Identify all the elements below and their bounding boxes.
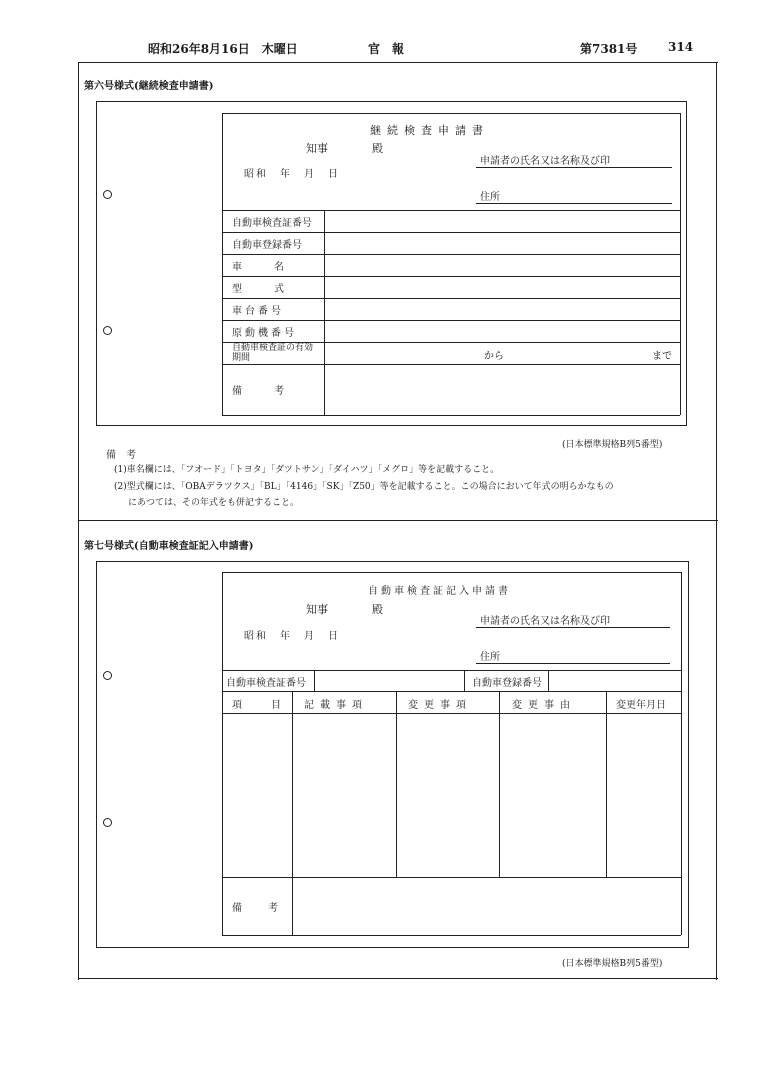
form7-honorific: 殿 [372, 603, 383, 616]
form7-applicant-label: 申請者の氏名又は名称及び印 [480, 616, 610, 627]
form6-standard-note: (日本標準規格B列5番型) [562, 440, 663, 450]
form6-right-edge [680, 113, 681, 415]
form6-field-label: 自動車検査証番号 [232, 218, 312, 229]
form6-field-label: 車台番号 [232, 306, 284, 317]
form6-validity-from: から [484, 351, 504, 362]
form7-standard-note: (日本標準規格B列5番型) [562, 959, 663, 969]
form7-reg-number-label: 自動車登録番号 [472, 678, 542, 689]
form7-remarks-label: 備 考 [232, 903, 286, 914]
form7-row-line [222, 670, 681, 671]
form6-applicant-label: 申請者の氏名又は名称及び印 [480, 156, 610, 167]
form7-col-line [292, 691, 293, 935]
punch-hole-3 [103, 671, 112, 680]
form6-address-label: 住所 [480, 192, 500, 203]
form6-governor: 知事 [306, 142, 328, 155]
form6-row-line [222, 298, 680, 299]
form7-title: 自動車検査証記入申請書 [368, 586, 511, 597]
form7-col-line [314, 670, 315, 691]
form6-applicant-underline [476, 167, 672, 168]
form6-field-label: 車 名 [232, 262, 288, 273]
form7-row-line [222, 691, 681, 692]
form6-row-line [222, 210, 680, 211]
form7-right-edge [681, 572, 682, 935]
form6-validity-to: まで [652, 351, 672, 362]
punch-hole-2 [103, 326, 112, 335]
notes-item-1: (1)車名欄には、「フオード」「トヨタ」「ダツトサン」「ダイハツ」「メグロ」等を記載すること。 [114, 465, 500, 475]
notes-heading: 備 考 [106, 450, 136, 461]
form6-honorific: 殿 [372, 142, 383, 155]
form7-col-header-item: 項 目 [232, 700, 284, 711]
form6-field-label: 原動機番号 [232, 328, 297, 339]
form6-field-label: 備 考 [232, 386, 288, 397]
form6-top-edge [222, 113, 680, 114]
notes-item-3: にあつては、その年式をも併記すること。 [128, 498, 300, 508]
form6-label-column-line [324, 210, 325, 415]
form6-row-line [222, 276, 680, 277]
notes-item-2: (2)型式欄には、「OBAデラツクス」「BL」「4146」「SK」「Z50」等を記載すること。この場合において年式の明らかなもの [114, 482, 614, 492]
form7-col-line [396, 691, 397, 877]
form7-date-line: 昭和 年 月 日 [244, 631, 340, 642]
form6-date-line: 昭和 年 月 日 [244, 169, 340, 180]
form7-col-line [606, 691, 607, 877]
punch-hole-1 [103, 190, 112, 199]
frame-bottom [78, 978, 718, 979]
header-date: 昭和26年8月16日 木曜日 [148, 42, 298, 56]
form7-col-line [464, 670, 465, 691]
form6-address-underline [476, 203, 672, 204]
punch-hole-4 [103, 818, 112, 827]
form7-row-line [222, 877, 681, 878]
form7-col-header-reason: 変更事由 [512, 700, 576, 711]
form7-col-header-change: 変更事項 [408, 700, 472, 711]
form7-col-header-entry: 記載事項 [304, 700, 368, 711]
form6-field-label: 自動車検査証の有効期間 [232, 343, 314, 363]
form7-cert-number-label: 自動車検査証番号 [226, 678, 306, 689]
header-issue-number: 第7381号 [580, 42, 638, 56]
form7-applicant-underline [476, 627, 670, 628]
form7-col-header-date: 変更年月日 [616, 700, 666, 711]
form6-bottom-edge [222, 415, 680, 416]
form7-binding-line [222, 572, 223, 935]
frame-left [78, 62, 79, 980]
form7-address-underline [476, 663, 670, 664]
frame-right [716, 62, 717, 980]
form7-address-label: 住所 [480, 652, 500, 663]
form7-col-line [499, 691, 500, 877]
header-rule [78, 62, 718, 63]
form7-top-edge [222, 572, 681, 573]
form6-field-label: 自動車登録番号 [232, 240, 302, 251]
form6-row-line [222, 254, 680, 255]
form7-col-line [548, 670, 549, 691]
form7-section-title: 第七号様式(自動車検査証記入申請書) [84, 541, 254, 552]
form6-row-line [222, 364, 680, 365]
form6-title: 継続検査申請書 [370, 124, 489, 137]
form7-governor: 知事 [306, 603, 328, 616]
form7-row-line [222, 713, 681, 714]
header-page-number: 314 [668, 40, 694, 54]
form6-row-line [222, 320, 680, 321]
form6-field-label: 型 式 [232, 284, 288, 295]
form7-bottom-edge [222, 935, 681, 936]
form6-card [96, 101, 687, 426]
header-paper-name: 官 報 [368, 42, 405, 56]
form6-row-line [222, 232, 680, 233]
form6-section-title: 第六号様式(継続検査申請書) [84, 81, 214, 92]
section-divider [78, 520, 718, 521]
form6-binding-line [222, 113, 223, 415]
